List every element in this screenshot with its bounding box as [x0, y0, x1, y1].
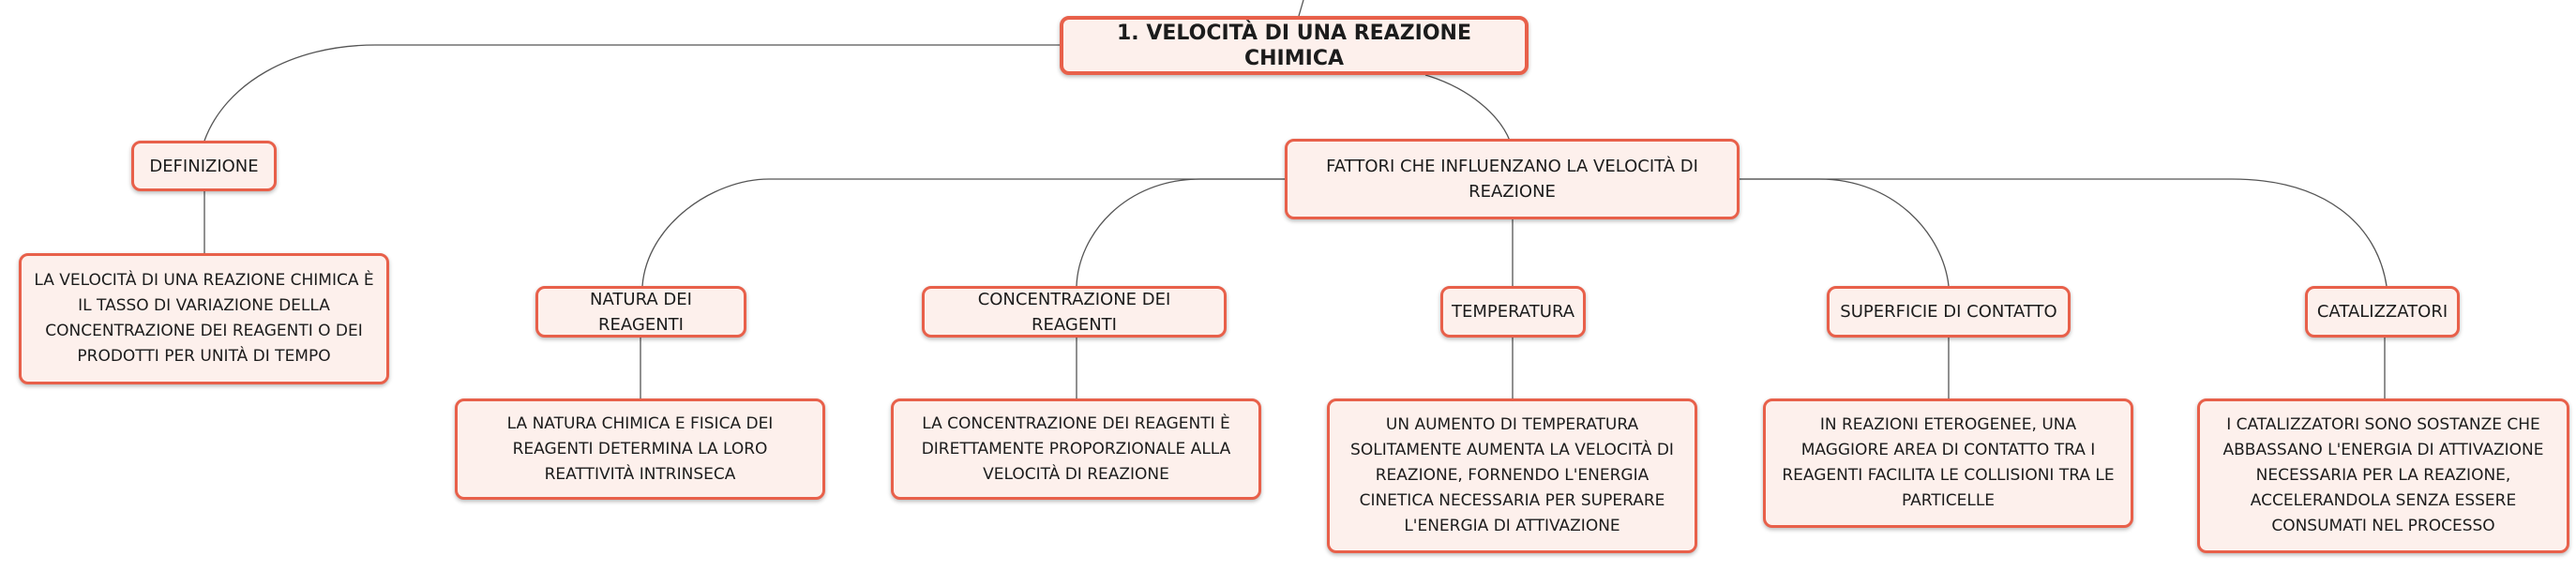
temperatura-text-box[interactable] [1327, 398, 1697, 553]
definizione-text: LA VELOCITÀ DI UNA REAZIONE CHIMICA È IL TASSO DI VARIAZIONE DELLA CONCENTRAZIONE DEI REAGENTI O DEI PRODOTTI PER UNITÀ DI TEMPO [34, 271, 374, 366]
topic-fattori-label: FATTORI CHE INFLUENZANO LA VELOCITÀ DI REAZIONE [1326, 157, 1698, 202]
edge-fattori-superficie [1740, 179, 1949, 286]
topic-fattori[interactable] [1285, 139, 1740, 219]
subtopic-concentrazione-dei-reagenti[interactable] [922, 286, 1227, 338]
superficie-text: IN REAZIONI ETEROGENEE, UNA MAGGIORE AREA DI CONTATTO TRA I REAGENTI FACILITA LE COLLISIONI TRA LE PARTICELLE [1782, 415, 2115, 510]
subtopic-catalizzatori[interactable] [2305, 286, 2460, 338]
subtopic-superficie-di-contatto[interactable] [1827, 286, 2071, 338]
natura-text-box[interactable] [455, 398, 825, 500]
subtopic-temperatura-label: TEMPERATURA [1451, 302, 1575, 322]
edge-fattori-natura [642, 179, 1285, 286]
root-topic-label: 1. VELOCITÀ DI UNA REAZIONE CHIMICA [1117, 21, 1471, 70]
edge-root-definizione [204, 45, 1060, 141]
catalizzatori-text-box[interactable] [2197, 398, 2569, 553]
topic-definizione[interactable] [131, 141, 277, 191]
temperatura-text: UN AUMENTO DI TEMPERATURA SOLITAMENTE AUMENTA LA VELOCITÀ DI REAZIONE, FORNENDO L'ENERGIA CINETICA NECESSARIA PER SUPERARE L'ENERGIA DI ATTIVAZIONE [1350, 415, 1674, 535]
topic-definizione-label: DEFINIZIONE [149, 156, 259, 176]
edge-fattori-catalizzatori [1740, 179, 2387, 286]
subtopic-concentrazione-label: CONCENTRAZIONE DEI REAGENTI [977, 289, 1171, 335]
subtopic-temperatura[interactable] [1440, 286, 1586, 338]
root-topic[interactable] [1060, 16, 1529, 75]
subtopic-natura-dei-reagenti[interactable] [535, 286, 746, 338]
subtopic-superficie-label: SUPERFICIE DI CONTATTO [1840, 302, 2057, 322]
edge-root-fattori [1425, 75, 1510, 141]
edge-root-parent [1299, 0, 1303, 16]
subtopic-natura-label: NATURA DEI REAGENTI [590, 289, 692, 335]
natura-text: LA NATURA CHIMICA E FISICA DEI REAGENTI DETERMINA LA LORO REATTIVITÀ INTRINSECA [506, 413, 774, 484]
definizione-text-box[interactable] [19, 253, 389, 384]
concentrazione-text: LA CONCENTRAZIONE DEI REAGENTI È DIRETTAMENTE PROPORZIONALE ALLA VELOCITÀ DI REAZIONE [921, 413, 1231, 484]
edge-fattori-concentrazione [1077, 179, 1285, 286]
subtopic-catalizzatori-label: CATALIZZATORI [2316, 302, 2448, 322]
catalizzatori-text: I CATALIZZATORI SONO SOSTANZE CHE ABBASSANO L'ENERGIA DI ATTIVAZIONE NECESSARIA PER LA REAZIONE, ACCELERANDOLA SENZA ESSERE CONSUMATI NEL PROCESSO [2222, 415, 2544, 535]
concentrazione-text-box[interactable] [891, 398, 1261, 500]
superficie-text-box[interactable] [1763, 398, 2133, 528]
